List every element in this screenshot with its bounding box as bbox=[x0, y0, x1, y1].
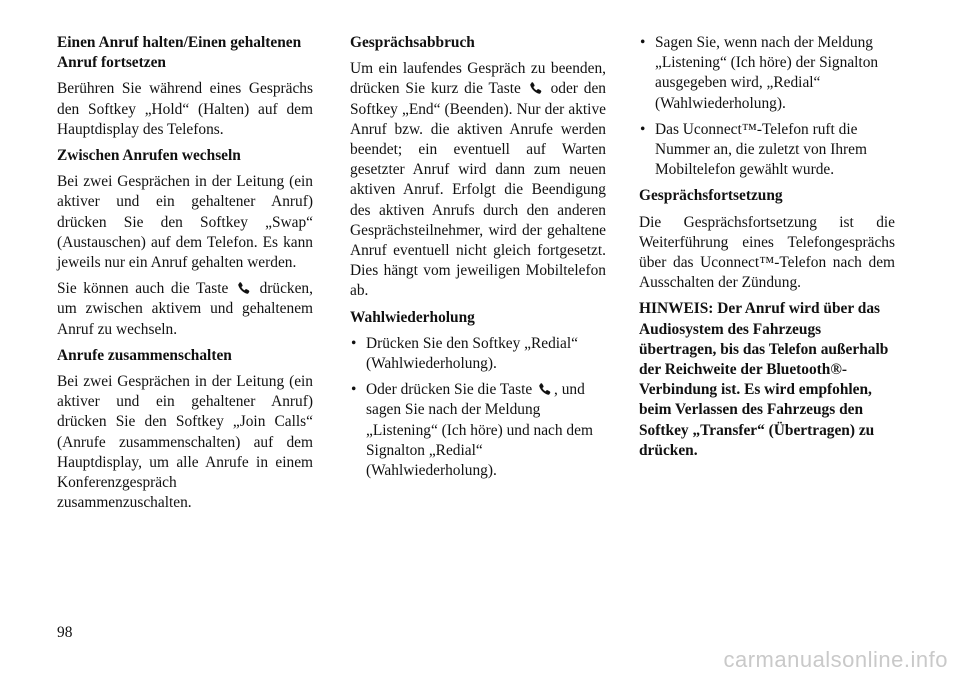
redial-list-continued bbox=[639, 33, 895, 180]
heading-redial: Wahlwiederholung bbox=[350, 308, 475, 326]
list-item-text: Sagen Sie, wenn nach der Meldung „Listening“ (Ich höre) der Signalton ausgegeben wird, „Redial“ (Wahlwiederholung). bbox=[655, 34, 879, 112]
list-item bbox=[350, 380, 606, 481]
paragraph-switch-phone-key bbox=[57, 279, 313, 340]
phone-handset-icon bbox=[538, 382, 552, 396]
list-item-text: Drücken Sie den Softkey „Redial“ (Wahlwiederholung). bbox=[366, 334, 578, 373]
phone-handset-icon bbox=[529, 81, 543, 95]
paragraph-switch-calls: Bei zwei Gesprächen in der Leitung (ein aktiver und ein gehaltener Anruf) drücken Sie den Softkey „Swap“ (Austauschen) auf dem Telefon. Es kann jeweils nur ein Anruf gehalten werden. bbox=[57, 173, 313, 272]
text-segment: oder den Softkey „End“ (Beenden). Nur der aktive Anruf bzw. die aktiven Anrufe werden beendet; ein eventuell auf Warten gesetzter Anruf wird dann zum neuen aktiven Anruf. Erfolgt die Beendigung des aktiven Anrufs durch den anderen Gesprächsteilnehmer, wird der gehaltene Anruf eventuell nicht gleich fortgesetzt. Dies hängt vom jeweiligen Mobiltelefon ab. bbox=[350, 80, 606, 300]
heading-end-call: Gesprächsabbruch bbox=[350, 34, 475, 51]
paragraph-hold-call: Berühren Sie während eines Gesprächs den Softkey „Hold“ (Halten) auf dem Hauptdisplay des Telefons. bbox=[57, 80, 313, 138]
column-middle bbox=[350, 33, 606, 487]
page-number: 98 bbox=[57, 624, 73, 641]
heading-hold-call: Einen Anruf halten/Einen gehaltenen Anruf fortsetzen bbox=[57, 34, 302, 72]
paragraph-end-call bbox=[350, 59, 606, 301]
heading-join-calls: Anrufe zusammenschalten bbox=[57, 346, 232, 364]
text-segment: , und sagen Sie nach der Meldung „Listening“ (Ich höre) und nach dem Signalton „Redial“ (Wahlwiederholung). bbox=[366, 381, 593, 480]
column-left bbox=[57, 33, 313, 519]
list-item-text: Das Uconnect™-Telefon ruft die Nummer an, die zuletzt von Ihrem Mobiltelefon gewählt wurde. bbox=[655, 120, 867, 179]
column-right bbox=[639, 33, 895, 461]
text-segment: drücken, um zwischen aktivem und gehaltenem Anruf zu wechseln. bbox=[57, 280, 313, 338]
note-transfer: HINWEIS: Der Anruf wird über das Audiosystem des Fahrzeugs übertragen, bis das Telefon außerhalb der Reichweite der Bluetooth®-Verbindung ist. Es wird empfohlen, beim Verlassen des Fahrzeugs den Softkey „Transfer“ (Übertragen) zu drücken. bbox=[639, 300, 889, 459]
paragraph-join-calls: Bei zwei Gesprächen in der Leitung (ein aktiver und ein gehaltener Anruf) drücken Sie den Softkey „Join Calls“ (Anrufe zusammenschalten) auf dem Hauptdisplay, um alle Anrufe in einem Konferenzgespräch zusammenzuschalten. bbox=[57, 373, 313, 512]
text-segment: Um ein laufendes Gespräch zu beenden, drücken Sie kurz die Taste bbox=[350, 60, 606, 98]
heading-call-continuation: Gesprächsfortsetzung bbox=[639, 187, 783, 205]
heading-switch-calls: Zwischen Anrufen wechseln bbox=[57, 147, 241, 165]
text-segment: Oder drücken Sie die Taste bbox=[366, 381, 533, 399]
redial-list bbox=[350, 334, 606, 481]
phone-handset-icon bbox=[237, 281, 251, 295]
list-item bbox=[639, 33, 895, 114]
paragraph-call-continuation: Die Gesprächsfortsetzung ist die Weiterführung eines Telefongesprächs über das Uconnect™-Telefon nach dem Ausschalten der Zündung. bbox=[639, 213, 895, 292]
text-segment: Sie können auch die Taste bbox=[57, 280, 229, 298]
watermark: carmanualsonline.info bbox=[723, 647, 948, 672]
list-item bbox=[350, 334, 606, 374]
list-item bbox=[639, 120, 895, 181]
